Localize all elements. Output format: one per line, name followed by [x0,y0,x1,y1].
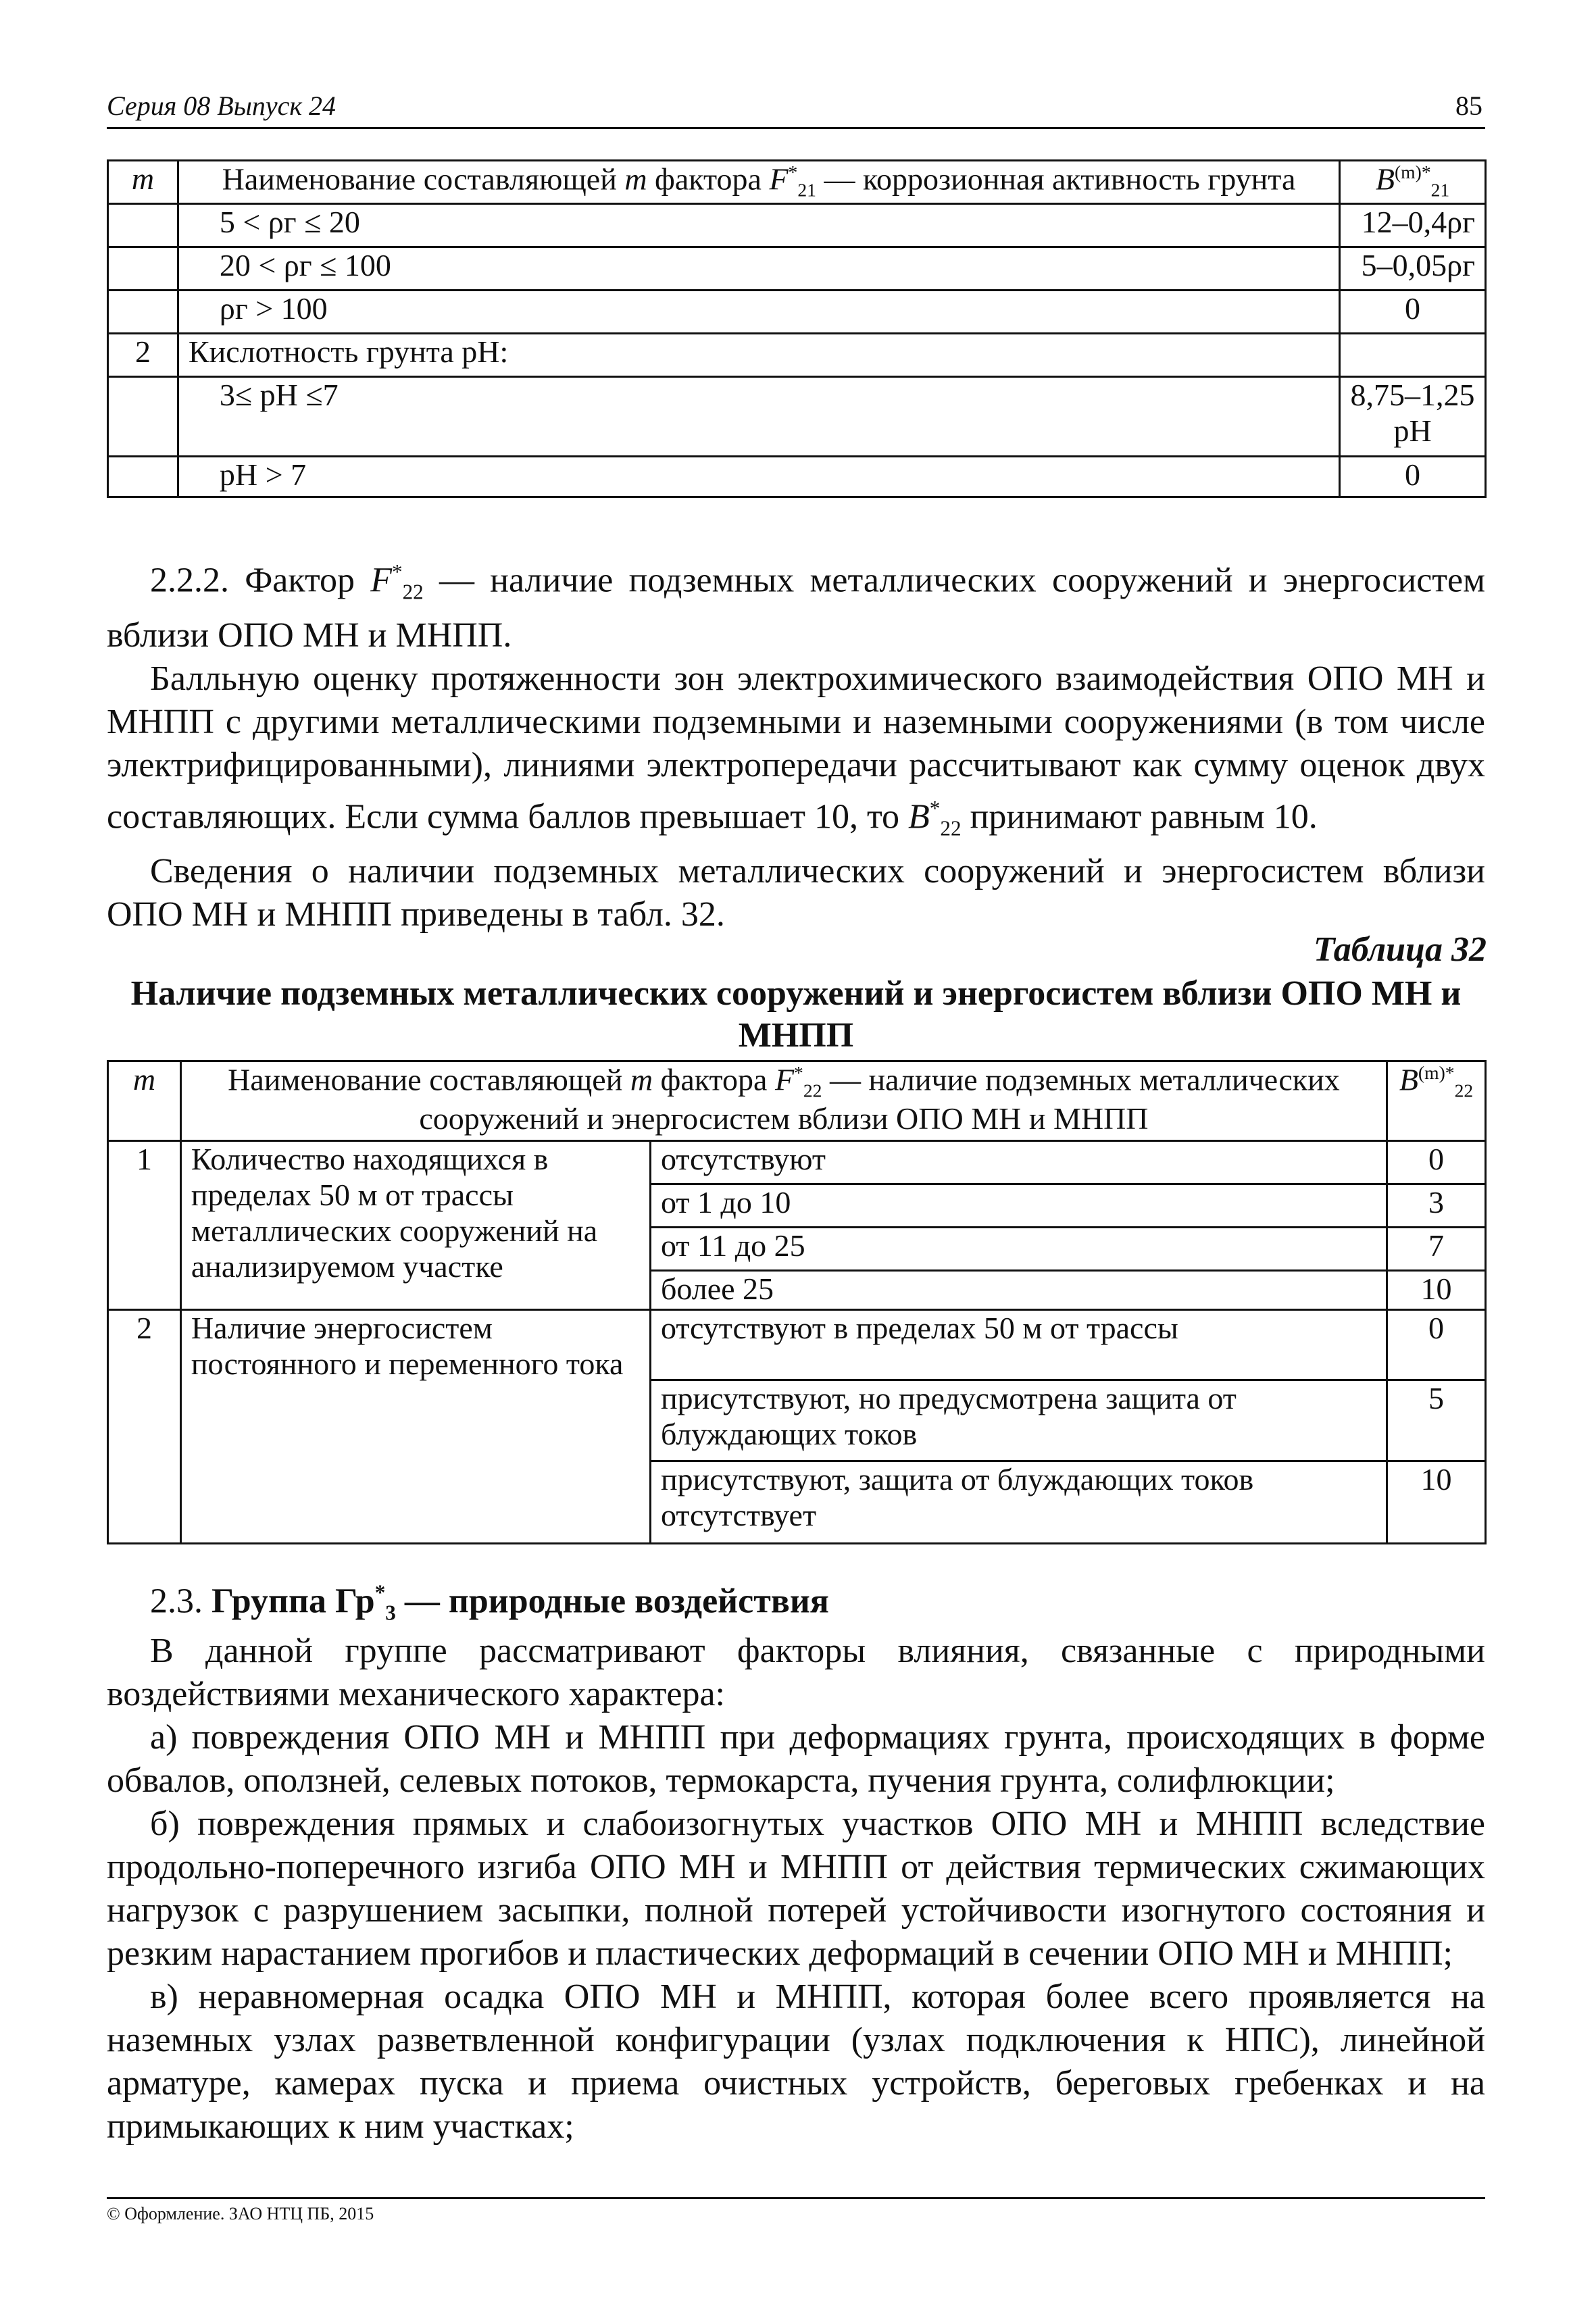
col-b-header: $B^{(m)*}_{22}$ [1387,1061,1485,1141]
table-row [108,1310,1486,1380]
table-row [108,1141,1486,1184]
group-m: 1 [108,1141,181,1310]
option-value: 10 [1387,1461,1485,1544]
section-heading: 2.2.2. Фактор $F^*_{22}$ — наличие подземных металлических сооружений и энергосистем вблизи ОПО МН и МНПП. [107,560,1486,655]
section-2-3-body [107,1630,1485,2148]
list-item: а) повреждения ОПО МН и МНПП при деформациях грунта, происходящих в форме обвалов, оползней, селевых потоков, термокарста, пучения грунта, солифлюкции; [107,1718,1485,1800]
table-row [108,247,1486,291]
section-2-2-2 [107,551,1485,936]
row-value [1340,334,1486,377]
paragraph: Сведения о наличии подземных металлических сооружений и энергосистем вблизи ОПО МН и МНПП приведены в табл. 32. [107,852,1485,934]
option-value: 3 [1387,1184,1485,1228]
row-value: 5–0,05ρг [1340,247,1486,291]
paragraph: В данной группе рассматривают факторы влияния, связанные с природными воздействиями механического характера: [107,1632,1485,1713]
running-header [107,86,1485,129]
option-value: 7 [1387,1228,1485,1271]
row-m [108,247,178,291]
paragraph: Балльную оценку протяженности зон электрохимического взаимодействия ОПО МН и МНПП с другими металлическими подземными и наземными сооружениями (в том числе электрифицированными), линиями электропередачи рассчитывают как сумму оценок двух составляющих. Если сумма баллов превышает 10, то $B^*_{22}$ принимают равным 10. [107,659,1485,840]
row-m [108,291,178,334]
section-2-3-heading: 2.3. Группа $Гр^*_3$ — природные воздействия [150,1581,829,1625]
row-value: 0 [1340,457,1486,497]
option-label: от 1 до 10 [650,1184,1387,1228]
row-m: 2 [108,334,178,377]
group-name: Наличие энергосистем постоянного и переменного тока [180,1310,650,1544]
option-label: отсутствуют в пределах 50 м от трассы [650,1310,1387,1380]
row-m [108,457,178,497]
table-row [108,457,1486,497]
table-row [108,291,1486,334]
copyright: © Оформление. ЗАО НТЦ ПБ, 2015 [107,2204,374,2223]
table-header-row [108,161,1486,204]
col-m-header: m [108,1061,181,1141]
row-m [108,377,178,457]
row-name: 20 < ρг ≤ 100 [178,247,1339,291]
table-row [108,334,1486,377]
table-label: Таблица 32 [1313,930,1487,969]
row-name: 3≤ pH ≤7 [178,377,1339,457]
group-m: 2 [108,1310,181,1544]
option-value: 10 [1387,1271,1485,1310]
option-label: присутствуют, защита от блуждающих токов отсутствует [650,1461,1387,1544]
row-name: Кислотность грунта pH: [178,334,1339,377]
option-value: 0 [1387,1310,1485,1380]
row-value: 0 [1340,291,1486,334]
option-value: 5 [1387,1380,1485,1461]
col-b-header: $B^{(m)*}_{21}$ [1340,161,1486,204]
row-name: ρг > 100 [178,291,1339,334]
row-value: 8,75–1,25 pH [1340,377,1486,457]
row-name: pH > 7 [178,457,1339,497]
list-item: в) неравномерная осадка ОПО МН и МНПП, которая более всего проявляется на наземных узлах разветвленной конфигурации (узлах подключения к НПС), линейной арматуре, камерах пуска и приема очистных устройств, береговых гребенках и на примыкающих к ним участках; [107,1978,1485,2146]
option-label: от 11 до 25 [650,1228,1387,1271]
series-title: Серия 08 Выпуск 24 [107,91,336,121]
row-name: 5 < ρг ≤ 20 [178,204,1339,247]
table-row [108,377,1486,457]
row-m [108,204,178,247]
option-value: 0 [1387,1141,1485,1184]
option-label: присутствуют, но предусмотрена защита от блуждающих токов [650,1380,1387,1461]
option-label: более 25 [650,1271,1387,1310]
group-name: Количество находящихся в пределах 50 м от трассы металлических сооружений на анализируемом участке [180,1141,650,1310]
footer-rule [107,2197,1485,2199]
col-name-header: Наименование составляющей m фактора $F^*_{22}$ — наличие подземных металлических сооружений и энергосистем вблизи ОПО МН и МНПП [180,1061,1387,1141]
option-label: отсутствуют [650,1141,1387,1184]
row-value: 12–0,4ρг [1340,204,1486,247]
table-row [108,204,1486,247]
page-number: 85 [1455,91,1482,121]
table-32 [107,1060,1487,1544]
table-31 [107,159,1487,498]
col-name-header: Наименование составляющей m фактора $F^*_{21}$ — коррозионная активность грунта [178,161,1339,204]
table-header-row [108,1061,1486,1141]
table-title: Наличие подземных металлических сооружений и энергосистем вблизи ОПО МН и МНПП [130,974,1462,1055]
list-item: б) повреждения прямых и слабоизогнутых участков ОПО МН и МНПП вследствие продольно-поперечного изгиба ОПО МН и МНПП от действия термических сжимающих нагрузок с разрушением засыпки, полной потерей устойчивости изогнутого состояния и резким нарастанием прогибов и пластических деформаций в сечении ОПО МН и МНПП; [107,1805,1485,1973]
col-m-header: m [108,161,178,204]
